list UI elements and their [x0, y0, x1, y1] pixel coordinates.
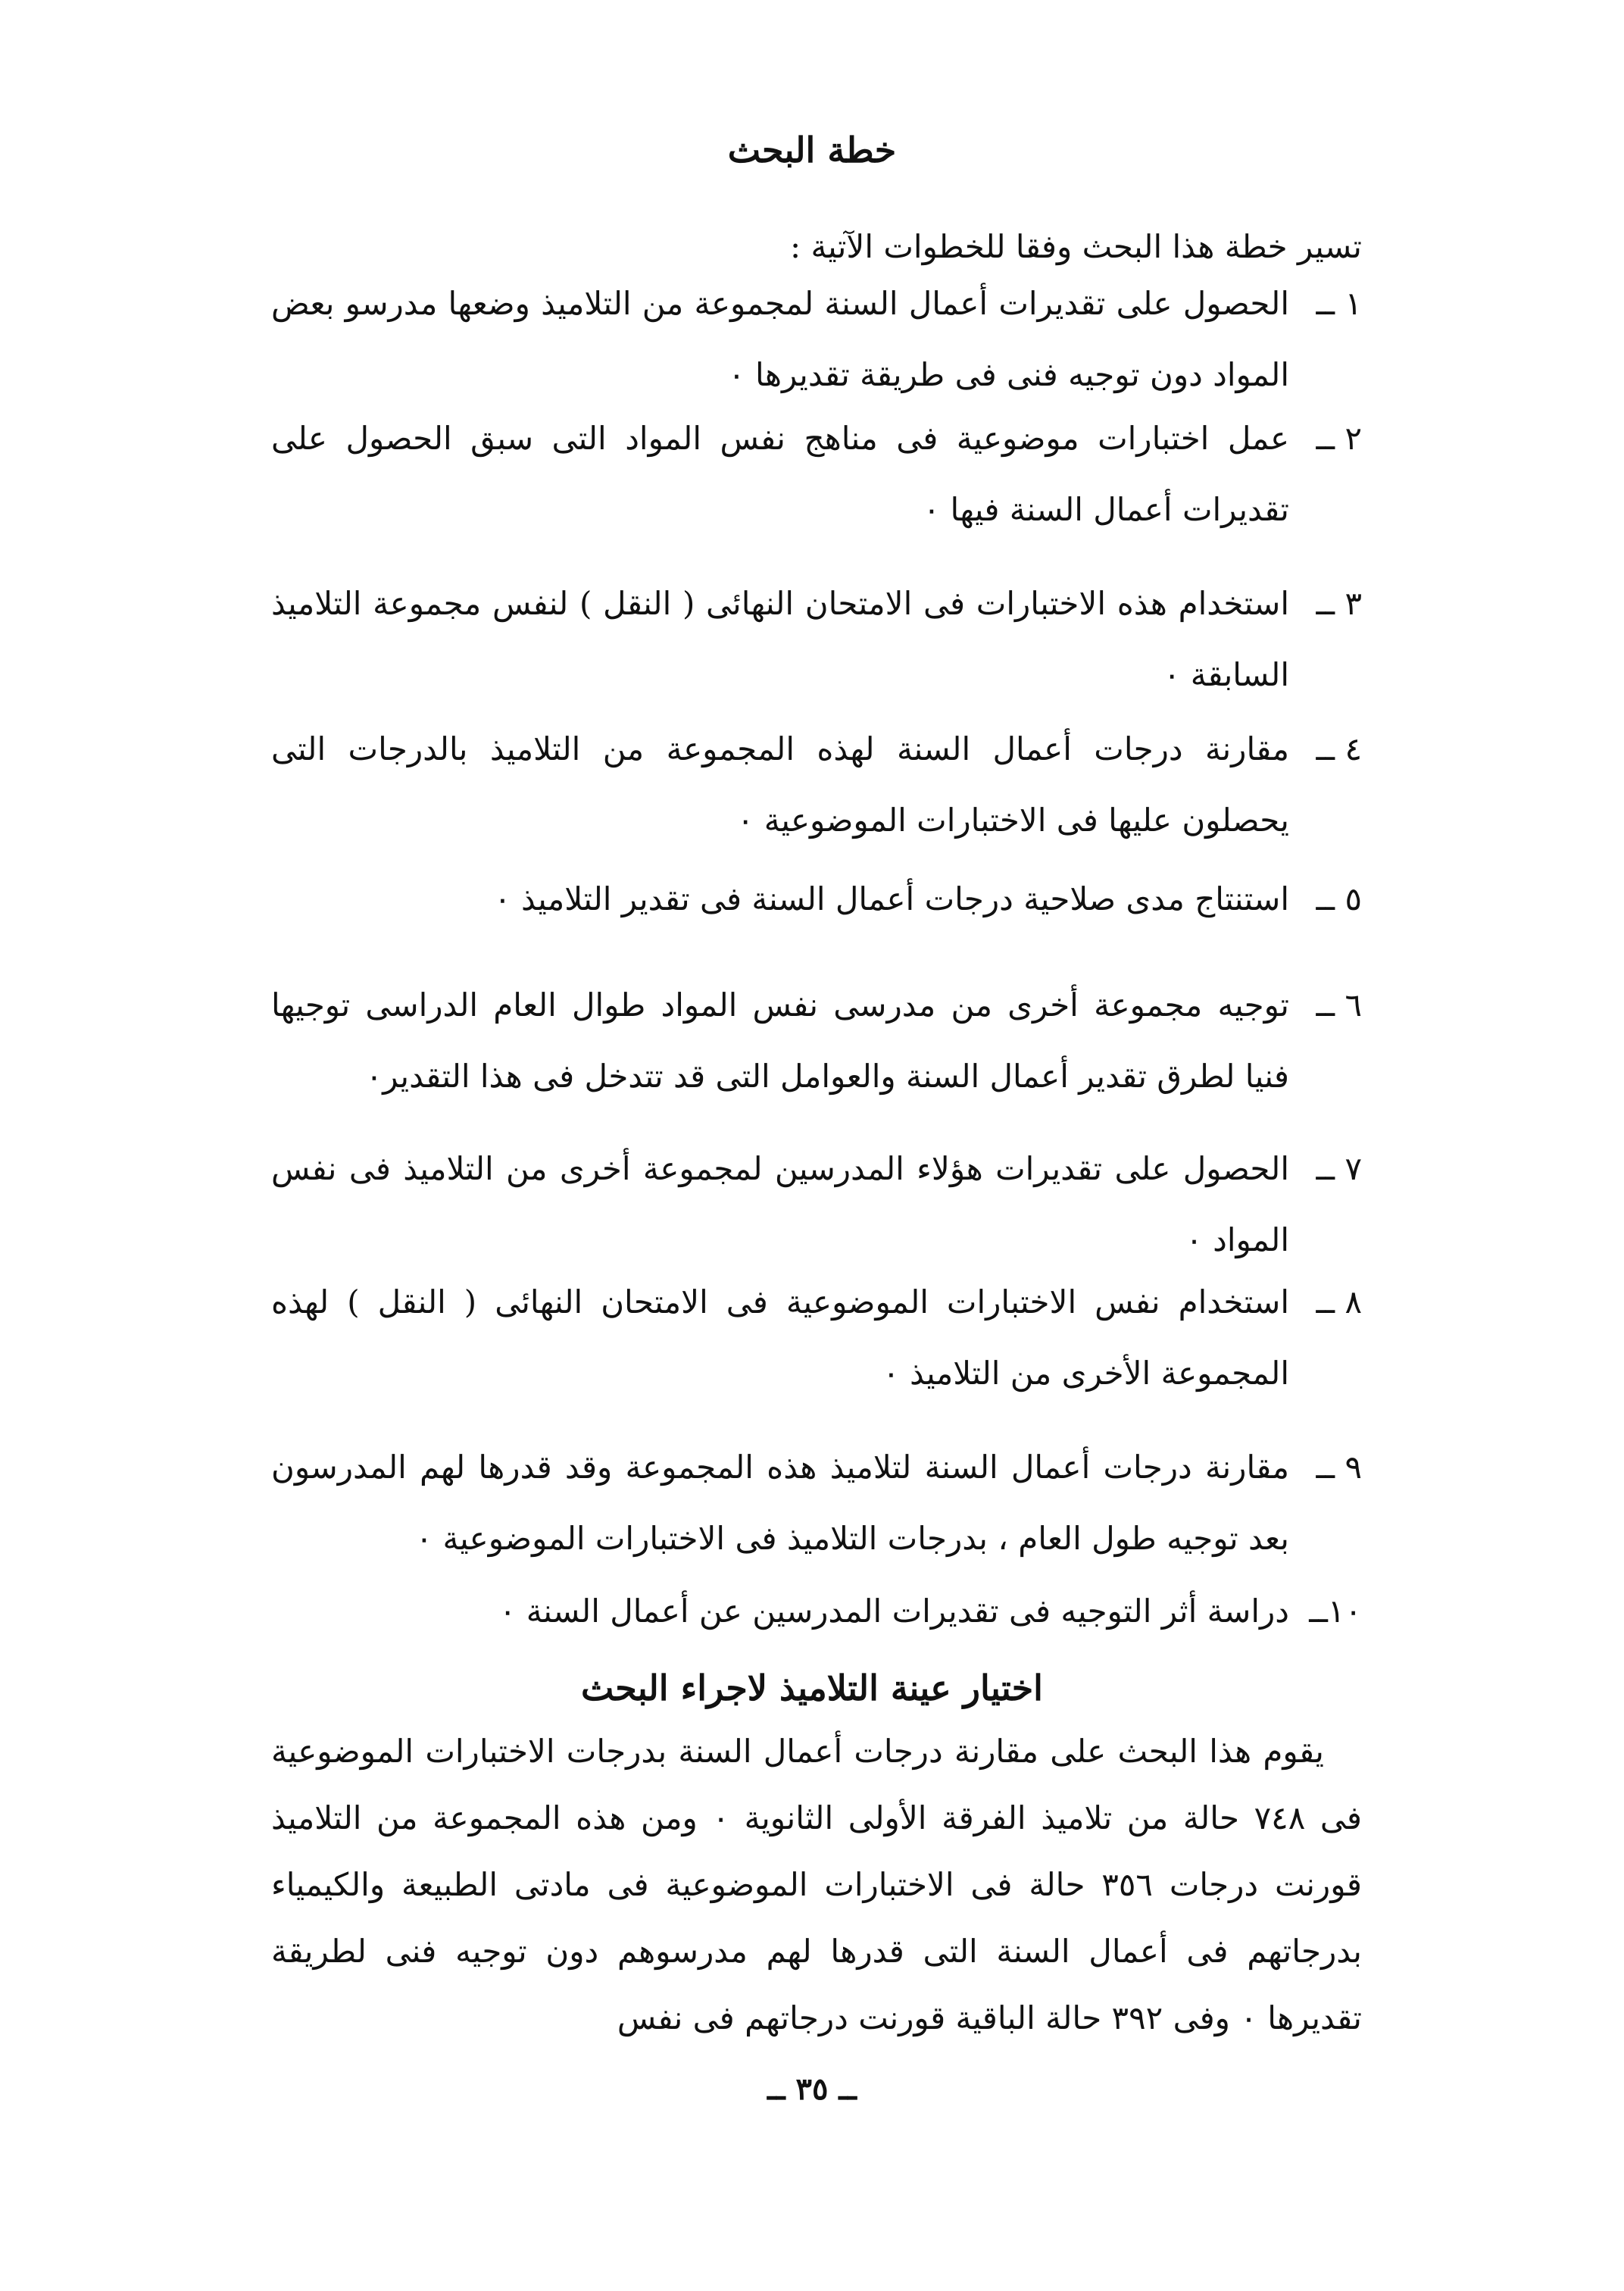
list-item-number: ٢ ــ: [1316, 420, 1362, 457]
section-heading: اختيار عينة التلاميذ لاجراء البحث: [581, 1667, 1043, 1708]
list-item-text: استخدام هذه الاختبارات فى الامتحان النهائى ( النقل ) لنفس مجموعة التلاميذ السابقة ٠: [271, 585, 1289, 693]
list-item: [271, 268, 1362, 411]
list-item: [271, 403, 1362, 545]
list-item-number: ٣ ــ: [1316, 585, 1362, 622]
list-item-number: ١٠ــ: [1309, 1592, 1362, 1630]
list-item: [271, 970, 1362, 1112]
list-item-text: عمل اختبارات موضوعية فى مناهج نفس المواد التى سبق الحصول على تقديرات أعمال السنة فيها ٠: [271, 420, 1289, 528]
list-item-number: ٩ ــ: [1316, 1449, 1362, 1486]
list-item-number: ٧ ــ: [1316, 1150, 1362, 1187]
list-item-text: الحصول على تقديرات أعمال السنة لمجموعة من التلاميذ وضعها مدرسو بعض المواد دون توجيه فنى فى طريقة تقديرها ٠: [271, 285, 1289, 393]
list-item-text: مقارنة درجات أعمال السنة لهذه المجموعة من التلاميذ بالدرجات التى يحصلون عليها فى الاختبارات الموضوعية ٠: [271, 730, 1289, 839]
intro-text: تسير خطة هذا البحث وفقا للخطوات الآتية :: [790, 228, 1362, 265]
list-item-number: ٨ ــ: [1316, 1283, 1362, 1321]
list-item-text: دراسة أثر التوجيه فى تقديرات المدرسين عن أعمال السنة ٠: [498, 1592, 1289, 1630]
page-title: خطة البحث: [727, 130, 897, 170]
page-number: ــ ٣٥ ــ: [767, 2071, 857, 2107]
list-item: [271, 714, 1362, 856]
list-item: [271, 1133, 1362, 1276]
list-item-text: استخدام نفس الاختبارات الموضوعية فى الامتحان النهائى ( النقل ) لهذه المجموعة الأخرى من التلاميذ ٠: [271, 1283, 1289, 1392]
list-item-number: ٦ ــ: [1316, 986, 1362, 1024]
list-item-number: ١ ــ: [1316, 285, 1362, 322]
list-item-text: توجيه مجموعة أخرى من مدرسى نفس المواد طوال العام الدراسى توجيها فنيا لطرق تقدير أعمال السنة والعوامل التى قد تتدخل فى هذا التقدير٠: [271, 986, 1289, 1095]
list-item: [271, 568, 1362, 711]
list-item-text: الحصول على تقديرات هؤلاء المدرسين لمجموعة أخرى من التلاميذ فى نفس المواد ٠: [271, 1150, 1289, 1258]
list-item-text: مقارنة درجات أعمال السنة لتلاميذ هذه المجموعة وقد قدرها لهم المدرسون بعد توجيه طول العام ، بدرجات التلاميذ فى الاختبارات الموضوعية ٠: [271, 1449, 1289, 1557]
list-item: [271, 1267, 1362, 1409]
list-item-number: ٤ ــ: [1316, 730, 1362, 767]
list-item: [271, 864, 1362, 935]
list-item-number: ٥ ــ: [1316, 880, 1362, 917]
list-item-text: استنتاج مدى صلاحية درجات أعمال السنة فى تقدير التلاميذ ٠: [494, 880, 1289, 917]
list-item: [271, 1432, 1362, 1574]
list-item: [271, 1576, 1362, 1647]
body-paragraph: يقوم هذا البحث على مقارنة درجات أعمال السنة بدرجات الاختبارات الموضوعية فى ٧٤٨ حالة من تلاميذ الفرقة الأولى الثانوية ٠ ومن هذه المجموعة من التلاميذ قورنت درجات ٣٥٦ حالة فى الاختبارات الموضوعية فى مادتى الطبيعة والكيمياء بدرجاتهم فى أعمال السنة التى قدرها لهم مدرسوهم دون توجيه فنى لطريقة تقديرها ٠ وفى ٣٩٢ حالة الباقية قورنت درجاتهم فى نفس: [271, 1733, 1363, 2036]
